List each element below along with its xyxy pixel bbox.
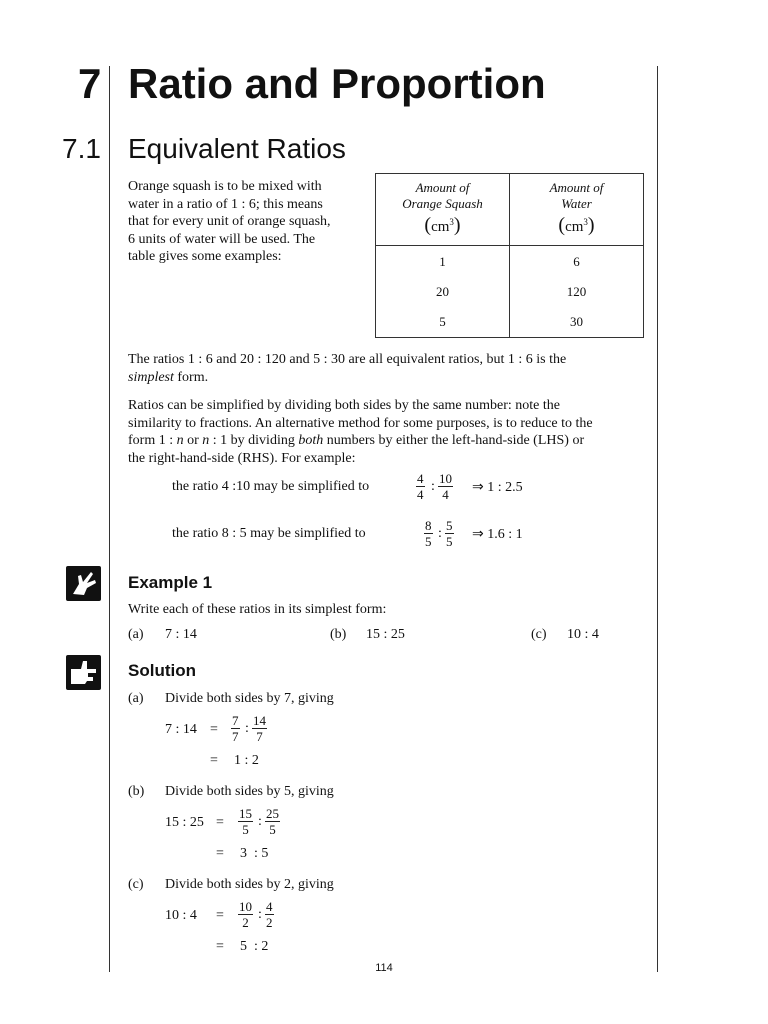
denominator: 2 xyxy=(238,914,253,930)
denominator: 5 xyxy=(446,534,453,549)
table-header-row xyxy=(376,174,644,246)
para-text: or xyxy=(183,433,203,448)
para-line: the right-hand-side (RHS). For example: xyxy=(128,450,356,466)
example-part-ratio: 7 : 14 xyxy=(165,627,197,642)
example-prompt: Write each of these ratios in its simplest form: xyxy=(128,602,387,617)
denominator: 4 xyxy=(417,487,424,502)
equivalent-ratios-paragraph xyxy=(128,351,644,386)
simplify-example-text: the ratio 4 :10 may be simplified to xyxy=(172,479,370,494)
numerator: 8 xyxy=(425,518,432,533)
numerator: 4 xyxy=(266,899,273,914)
equals-sign: = xyxy=(216,908,224,923)
fraction xyxy=(265,899,274,930)
unit-text: cm xyxy=(565,219,584,235)
solution-part-text: Divide both sides by 2, giving xyxy=(165,877,334,892)
emphasis: both xyxy=(298,433,324,448)
chapter-title: Ratio and Proportion xyxy=(128,60,546,107)
para-line: similarity to fractions. An alternative method for some purposes, is to reduce to the xyxy=(128,415,593,431)
denominator: 5 xyxy=(425,534,432,549)
denominator: 5 xyxy=(265,821,280,837)
fraction xyxy=(438,471,453,502)
para-line xyxy=(128,369,644,387)
page-number: 114 xyxy=(375,962,393,974)
colon: : xyxy=(245,721,249,736)
header-line: Amount of xyxy=(549,180,604,195)
colon: : xyxy=(438,526,442,541)
denominator: 4 xyxy=(438,486,453,502)
table-cell: 1 xyxy=(439,254,446,269)
section-number: 7.1 xyxy=(62,133,101,164)
solution-part-text: Divide both sides by 5, giving xyxy=(165,784,334,799)
solution-result: 3 : 5 xyxy=(240,846,269,861)
unit-text: cm xyxy=(431,219,450,235)
denominator: 2 xyxy=(266,915,273,930)
emphasis: simplest xyxy=(128,369,174,385)
intro-line: table gives some examples: xyxy=(128,249,282,264)
solution-part-label: (a) xyxy=(128,691,144,706)
intro-paragraph xyxy=(128,178,356,266)
fraction xyxy=(265,806,280,837)
equals-sign: = xyxy=(210,753,218,768)
equals-sign: = xyxy=(216,939,224,954)
solution-result: 1 : 2 xyxy=(234,753,259,768)
header-line: Amount of xyxy=(415,180,470,195)
table-cell: 6 xyxy=(573,254,580,269)
numerator: 7 xyxy=(232,713,239,728)
thumbs-up-hand-icon xyxy=(66,655,101,690)
numerator: 10 xyxy=(239,899,252,914)
para-line: Ratios can be simplified by dividing both sides by the same number: note the xyxy=(128,398,560,413)
pointing-hand-icon xyxy=(66,566,101,601)
solution-lhs: 7 : 14 xyxy=(165,722,197,737)
intro-line: water in a ratio of 1 : 6; this means xyxy=(128,196,323,212)
header-unit: $(cm^3)$ xyxy=(558,214,595,236)
solution-heading: Solution xyxy=(128,661,196,680)
solution-part-label: (b) xyxy=(128,784,145,799)
header-line: Orange Squash xyxy=(402,196,483,211)
numerator: 4 xyxy=(417,471,424,486)
numerator: 15 xyxy=(239,806,252,821)
fraction xyxy=(445,518,454,549)
fraction xyxy=(424,518,433,549)
variable-n: n xyxy=(202,433,210,448)
fraction xyxy=(238,899,253,930)
para-text: numbers by either the left-hand-side (LHS) or xyxy=(323,433,585,448)
solution-part-label: (c) xyxy=(128,877,144,892)
table-cell: 30 xyxy=(570,314,583,329)
example-part-ratio: 15 : 25 xyxy=(366,627,405,642)
table-cell: 120 xyxy=(566,284,587,299)
unit-sup: 3 xyxy=(583,217,588,227)
solution-result: 5 : 2 xyxy=(240,939,269,954)
table-column-squash xyxy=(376,246,510,338)
intro-line: Orange squash is to be mixed with xyxy=(128,179,322,194)
table-column-water xyxy=(510,246,644,338)
denominator: 7 xyxy=(232,729,239,744)
simplify-result: ⇒ 1.6 : 1 xyxy=(472,527,523,542)
numerator: 14 xyxy=(253,713,266,728)
table-header-water xyxy=(510,174,644,246)
colon: : xyxy=(258,907,262,922)
variable-n: n xyxy=(176,433,184,448)
equals-sign: = xyxy=(210,722,218,737)
fraction xyxy=(238,806,253,837)
fraction xyxy=(252,713,267,744)
solution-lhs: 10 : 4 xyxy=(165,908,197,923)
simplify-paragraph xyxy=(128,397,644,467)
para-text: form 1 : xyxy=(128,433,177,448)
colon: : xyxy=(258,814,262,829)
right-margin-rule xyxy=(657,66,658,972)
example-part-label: (a) xyxy=(128,627,144,642)
equals-sign: = xyxy=(216,846,224,861)
para-text: : 1 by dividing xyxy=(209,433,299,448)
example-part-ratio: 10 : 4 xyxy=(567,627,599,642)
solution-lhs: 15 : 25 xyxy=(165,815,204,830)
denominator: 7 xyxy=(252,728,267,744)
example-heading: Example 1 xyxy=(128,573,213,592)
numerator: 10 xyxy=(439,471,452,486)
header-line: Water xyxy=(561,196,592,211)
numerator: 25 xyxy=(266,806,279,821)
fraction xyxy=(416,471,425,502)
fraction xyxy=(231,713,240,744)
header-unit: $(cm^3)$ xyxy=(424,214,461,236)
para-line: The ratios 1 : 6 and 20 : 120 and 5 : 30 are all equivalent ratios, but 1 : 6 is the xyxy=(128,352,567,367)
intro-line: 6 units of water will be used. The xyxy=(128,231,316,247)
table-header-squash xyxy=(376,174,510,246)
example-part-label: (c) xyxy=(531,627,547,642)
simplify-example-text: the ratio 8 : 5 may be simplified to xyxy=(172,526,366,541)
unit-sup: 3 xyxy=(449,217,454,227)
squash-water-table xyxy=(375,173,644,338)
table-cell: 5 xyxy=(439,314,446,329)
equals-sign: = xyxy=(216,815,224,830)
colon: : xyxy=(431,479,435,494)
chapter-number: 7 xyxy=(78,60,102,107)
para-line xyxy=(128,432,644,450)
intro-line: that for every unit of orange squash, xyxy=(128,214,331,229)
simplify-result: ⇒ 1 : 2.5 xyxy=(472,480,523,495)
left-margin-rule xyxy=(109,66,110,972)
section-title: Equivalent Ratios xyxy=(128,133,346,164)
table-cell: 20 xyxy=(436,284,449,299)
numerator: 5 xyxy=(446,518,453,533)
para-text: form. xyxy=(173,369,209,385)
table-body-row xyxy=(376,246,644,338)
solution-part-text: Divide both sides by 7, giving xyxy=(165,691,334,706)
example-part-label: (b) xyxy=(330,627,347,642)
denominator: 5 xyxy=(238,821,253,837)
